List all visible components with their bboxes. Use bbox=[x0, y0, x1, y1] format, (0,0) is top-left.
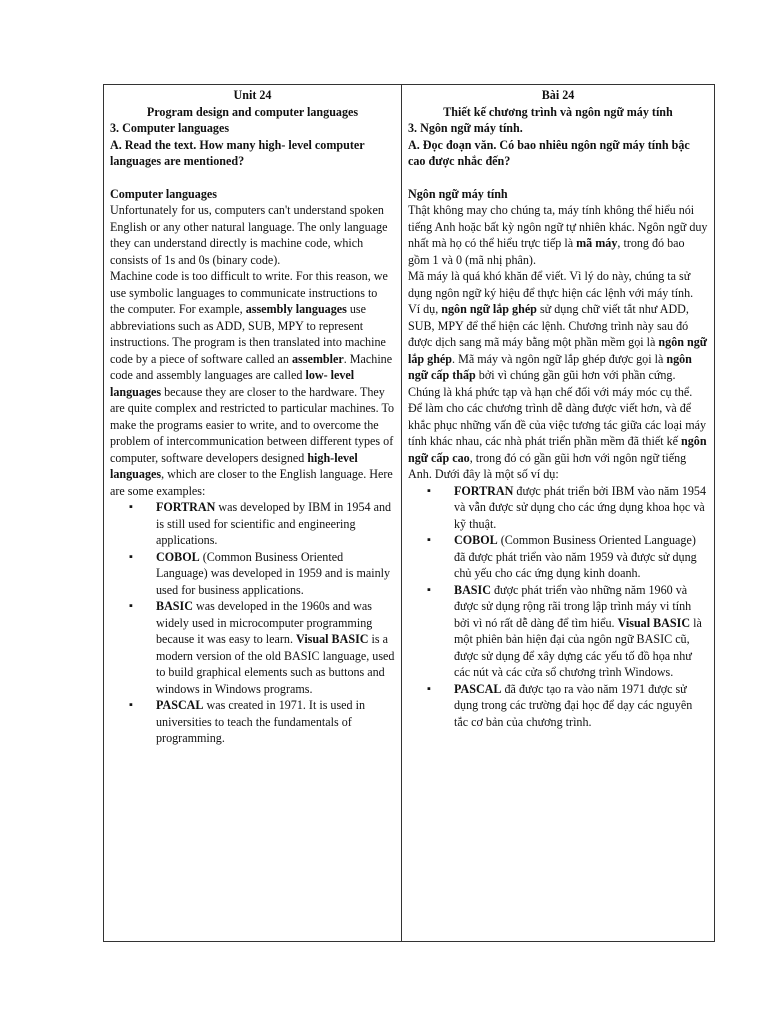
bilingual-table bbox=[103, 84, 715, 942]
term-assembler: ngôn ngữ lắp ghép bbox=[408, 335, 708, 366]
language-description: was developed by IBM in 1954 and is still used for scientific and engineering applications. bbox=[156, 500, 392, 547]
language-description: được phát triển vào những năm 1960 và được sử dụng rộng rãi trong lập trình máy vi tính bởi vì nó rất dễ dàng để tìm hiểu. bbox=[454, 582, 692, 630]
task-instruction: A. Read the text. How many high- level computer languages are mentioned? bbox=[110, 137, 365, 168]
term-machine-code: mã máy bbox=[576, 236, 618, 250]
paragraph-text: use abbreviations such as ADD, SUB, MPY to represent instructions. The program is then translated into machine code by a piece of software called an bbox=[110, 302, 386, 366]
paragraph-text: , trong đó bao gồm 1 và 0 (mã nhị phân). bbox=[408, 236, 685, 267]
language-description: was developed in the 1960s and was widely used in microcomputer programming because it was easy to learn. bbox=[156, 599, 373, 646]
list-item bbox=[454, 582, 708, 681]
language-name: Visual BASIC bbox=[617, 615, 691, 630]
paragraph-1: Unfortunately for us, computers can't understand spoken English or any other natural language. The only language they can understand directly is machine code, which consists of 1s and 0s (binary code). bbox=[110, 203, 388, 267]
term-low-level: ngôn ngữ cấp thấp bbox=[408, 351, 692, 382]
paragraph-text: Thật không may cho chúng ta, máy tính không thể hiểu nói tiếng Anh hoặc bất kỳ ngôn ngữ tự nhiên khác. Ngôn ngữ duy nhất mà họ có thể hiểu trực tiếp là bbox=[408, 203, 708, 250]
text-heading: Ngôn ngữ máy tính bbox=[408, 186, 508, 201]
vietnamese-column bbox=[402, 85, 714, 941]
language-name: FORTRAN bbox=[454, 483, 514, 498]
language-name: BASIC bbox=[454, 582, 491, 597]
section-title: 3. Computer languages bbox=[110, 121, 230, 135]
language-name: FORTRAN bbox=[156, 500, 216, 514]
paragraph-2 bbox=[408, 268, 708, 483]
language-name: Visual BASIC bbox=[296, 632, 369, 646]
language-description: (Common Business Oriented Language) was developed in 1959 and is mainly used for business applications. bbox=[156, 549, 391, 597]
paragraph-text: because they are closer to the hardware. They are quite complex and restricted to particular machines. To make the programs easier to write, and to overcome the problem of intercommunication between different types of computer, software developers designed bbox=[110, 384, 395, 465]
list-item bbox=[454, 483, 708, 533]
paragraph-text: bởi vì chúng gần gũi hơn với phần cứng. Chúng là khá phức tạp và hạn chế đối với máy móc cụ thể. Để làm cho các chương trình dễ dàng được viết hơn, và để khắc phục những vấn đề của việc tương tác giữa các loại máy tính khác nhau, các nhà phát triển phần mềm đã thiết kế bbox=[408, 368, 707, 448]
unit-subtitle: Program design and computer languages bbox=[146, 104, 359, 119]
paragraph-text: . Mã máy và ngôn ngữ lắp ghép được gọi là bbox=[452, 351, 664, 366]
language-description: được phát triển bởi IBM vào năm 1954 và vẫn được sử dụng cho các ứng dụng khoa học và kỹ thuật. bbox=[454, 483, 707, 531]
language-name: PASCAL bbox=[454, 681, 502, 696]
list-item bbox=[156, 549, 395, 599]
language-description: was created in 1971. It is used in universities to teach the fundamentals of programming. bbox=[156, 698, 366, 745]
paragraph-text: , trong đó có gần gũi hơn với ngôn ngữ tiếng Anh. Dưới đây là một số ví dụ: bbox=[408, 450, 687, 481]
language-name: COBOL bbox=[454, 533, 498, 547]
paragraph-text: Machine code is too difficult to write. For this reason, we use symbolic languages to communicate instructions to the computer. For example, bbox=[110, 269, 388, 316]
term-high-level: ngôn ngữ cấp cao bbox=[408, 434, 707, 465]
paragraph-text: . Machine code and assembly languages are called bbox=[110, 351, 393, 382]
language-name: PASCAL bbox=[156, 698, 204, 712]
term-low-level: low- level languages bbox=[110, 368, 355, 399]
language-description: (Common Business Oriented Language) đã được phát triển vào năm 1959 và được sử dụng chủ yếu cho các ứng dụng kinh doanh. bbox=[454, 533, 697, 580]
unit-title: Unit 24 bbox=[233, 88, 272, 102]
paragraph-text: Mã máy là quá khó khăn để viết. Vì lý do này, chúng ta sử dụng ngôn ngữ ký hiệu để thực hiện các lệnh với máy tính. Ví dụ, bbox=[408, 269, 694, 316]
unit-title: Bài 24 bbox=[541, 88, 575, 102]
paragraph-1 bbox=[408, 202, 708, 268]
term-assembly-languages: assembly languages bbox=[245, 302, 347, 316]
language-list bbox=[408, 483, 708, 731]
list-item bbox=[156, 598, 395, 697]
list-item bbox=[454, 532, 708, 582]
language-description: là một phiên bản hiện đại của ngôn ngữ BASIC cũ, được sử dụng để xây dựng các yếu tố đồ họa như các nút và các cửa sổ chương trình Windows. bbox=[454, 615, 702, 679]
task-instruction: A. Đọc đoạn văn. Có bao nhiêu ngôn ngữ máy tính bậc cao được nhắc đến? bbox=[408, 137, 690, 168]
unit-subtitle: Thiết kế chương trình và ngôn ngữ máy tính bbox=[443, 104, 673, 119]
language-list bbox=[110, 499, 395, 747]
list-item bbox=[454, 681, 708, 731]
paragraph-text: sử dụng chữ viết tắt như ADD, SUB, MPY để thể hiện các lệnh. Chương trình này sau đó được dịch sang mã máy bằng một phần mềm gọi là bbox=[408, 302, 689, 349]
language-name: COBOL bbox=[156, 549, 200, 564]
text-heading: Computer languages bbox=[110, 186, 217, 201]
list-item bbox=[156, 697, 395, 747]
language-description: đã được tạo ra vào năm 1971 được sử dụng trong các trường đại học để dạy các nguyên tắc cơ bản của chương trình. bbox=[454, 681, 693, 729]
paragraph-text: , which are closer to the English language. Here are some examples: bbox=[110, 467, 393, 498]
term-assembly-languages: ngôn ngữ lắp ghép bbox=[441, 302, 537, 316]
paragraph-2 bbox=[110, 268, 395, 499]
language-description: is a modern version of the old BASIC language, used to build graphical elements such as buttons and windows in Windows programs. bbox=[156, 632, 395, 696]
term-high-level: high-level languages bbox=[110, 450, 358, 481]
term-assembler: assembler bbox=[292, 351, 344, 366]
language-name: BASIC bbox=[156, 599, 193, 613]
list-item bbox=[156, 499, 395, 549]
english-column bbox=[104, 85, 402, 941]
section-title: 3. Ngôn ngữ máy tính. bbox=[408, 121, 523, 135]
